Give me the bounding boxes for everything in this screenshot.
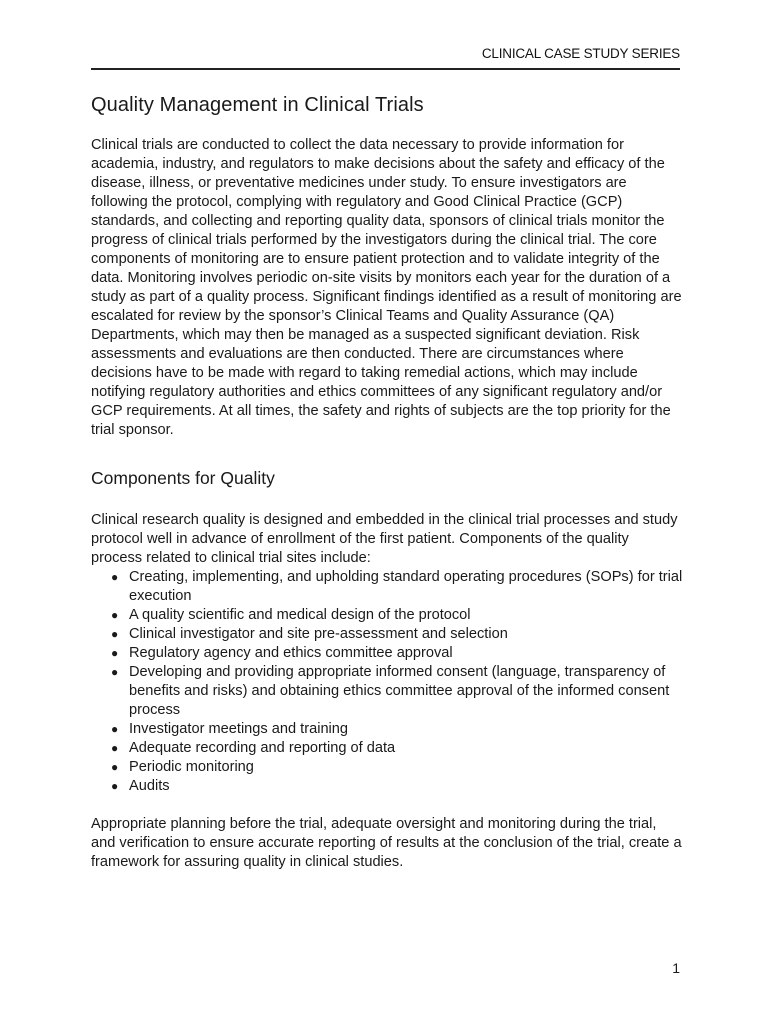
bullet-icon: ● [111, 741, 119, 755]
bullet-icon: ● [111, 722, 119, 736]
list-item [109, 568, 683, 606]
list-item-text: Creating, implementing, and upholding standard operating procedures (SOPs) for trial execution [129, 569, 683, 604]
section-intro-paragraph: Clinical research quality is designed and embedded in the clinical trial processes and study protocol well in advance of enrollment of the first patient. Components of the quality process related to clinical trial sites include: [91, 512, 678, 566]
list-item-text: Periodic monitoring [129, 759, 254, 775]
list-item [109, 644, 683, 663]
closing-paragraph: Appropriate planning before the trial, adequate oversight and monitoring during the trial, and verification to ensure accurate reporting of results at the conclusion of the trial, create a framework for assuring quality in clinical studies. [91, 816, 682, 870]
list-item [109, 777, 683, 796]
list-item [109, 625, 683, 644]
list-item-text: A quality scientific and medical design of the protocol [129, 607, 471, 623]
bullet-icon: ● [111, 779, 119, 793]
list-item-text: Developing and providing appropriate informed consent (language, transparency of benefits and risks) and obtaining ethics committee approval of the informed consent process [129, 664, 670, 718]
bullet-icon: ● [111, 665, 119, 679]
bullet-icon: ● [111, 646, 119, 660]
bullet-icon: ● [111, 570, 119, 584]
page-number: 1 [672, 960, 680, 976]
running-header: CLINICAL CASE STUDY SERIES [481, 46, 680, 61]
list-item-text: Audits [129, 778, 170, 794]
list-item-text: Investigator meetings and training [129, 721, 349, 737]
section-heading: Components for Quality [91, 468, 275, 488]
bullet-icon: ● [111, 760, 119, 774]
list-item-text: Clinical investigator and site pre-assessment and selection [129, 626, 508, 642]
list-item [109, 739, 683, 758]
document-title: Quality Management in Clinical Trials [91, 94, 424, 116]
header-rule [91, 68, 680, 70]
list-item [109, 758, 683, 777]
document-body [91, 92, 683, 872]
bullet-icon: ● [111, 627, 119, 641]
bullet-icon: ● [111, 608, 119, 622]
list-item [109, 606, 683, 625]
list-item [109, 663, 683, 720]
intro-paragraph: Clinical trials are conducted to collect the data necessary to provide information for academia, industry, and regulators to make decisions about the safety and efficacy of the disease, illness, or preventative medicines under study. To ensure investigators are following the protocol, complying with regulatory and Good Clinical Practice (GCP) standards, and collecting and reporting quality data, sponsors of clinical trials monitor the progress of clinical trials performed by the investigators during the clinical trial. The core components of monitoring are to ensure patient protection and to validate integrity of the data. Monitoring involves periodic on-site visits by monitors each year for the duration of a study as part of a quality process. Significant findings identified as a result of monitoring are escalated for review by the sponsor’s Clinical Teams and Quality Assurance (QA) Departments, which may then be managed as a suspected significant deviation. Risk assessments and evaluations are then conducted. There are circumstances where decisions have to be made with regard to taking remedial actions, which may include notifying regulatory authorities and ethics committees of any significant regulatory and/or GCP requirements. At all times, the safety and rights of subjects are the top priority for the trial sponsor. [91, 137, 682, 438]
list-item [109, 720, 683, 739]
list-item-text: Adequate recording and reporting of data [129, 740, 396, 756]
components-list [91, 568, 683, 796]
list-item-text: Regulatory agency and ethics committee approval [129, 645, 453, 661]
